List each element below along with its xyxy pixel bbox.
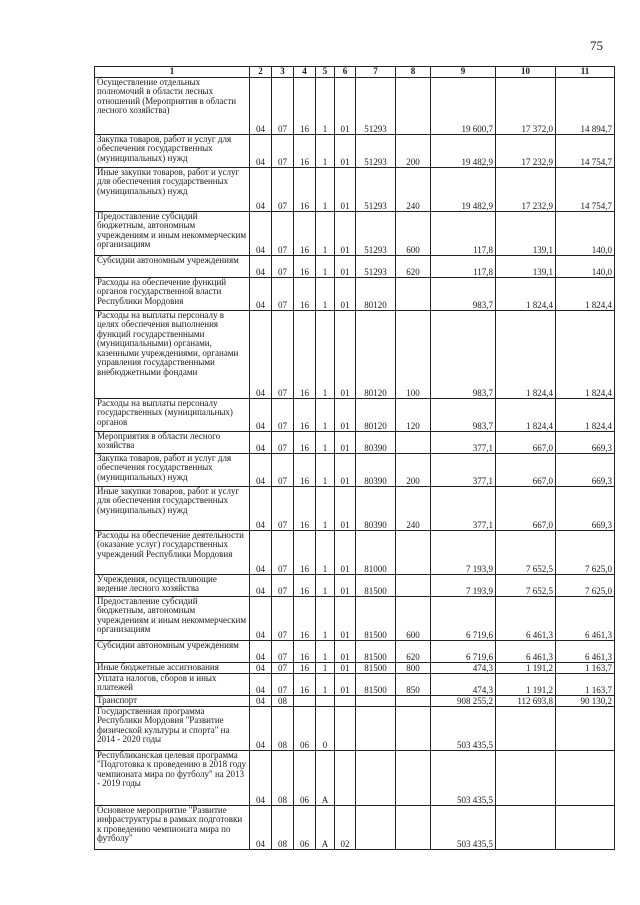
cell-col-5: 1 (316, 78, 335, 135)
table-row (95, 399, 615, 432)
cell-col-9: 983,7 (431, 311, 496, 399)
cell-col-5: 1 (316, 575, 335, 597)
cell-col-5: 1 (316, 278, 335, 311)
table-row (95, 641, 615, 663)
cell-col-10: 667,0 (496, 454, 556, 487)
cell-col-4: 16 (294, 487, 316, 531)
column-header: 3 (272, 67, 294, 78)
page-number: 75 (590, 38, 603, 53)
table-row (95, 806, 615, 850)
column-header: 4 (294, 67, 316, 78)
cell-col-11: 140,0 (556, 212, 615, 256)
cell-col-7: 81500 (356, 641, 396, 663)
cell-col-8 (396, 806, 431, 850)
cell-col-6: 01 (335, 663, 356, 674)
table-header-row (95, 67, 615, 78)
table-row (95, 278, 615, 311)
cell-col-8: 240 (396, 168, 431, 212)
cell-col-2: 04 (250, 751, 272, 806)
cell-col-3: 07 (272, 78, 294, 135)
cell-col-7: 51293 (356, 168, 396, 212)
cell-col-7 (356, 751, 396, 806)
cell-col-11: 7 625,0 (556, 531, 615, 575)
cell-col-6: 01 (335, 135, 356, 168)
cell-col-11: 1 163,7 (556, 674, 615, 696)
cell-col-6: 01 (335, 399, 356, 432)
cell-col-4: 16 (294, 531, 316, 575)
cell-col-7: 80120 (356, 311, 396, 399)
table-row (95, 696, 615, 707)
cell-col-10: 1 824,4 (496, 311, 556, 399)
cell-col-9: 117,8 (431, 256, 496, 278)
cell-col-8: 100 (396, 311, 431, 399)
column-header: 8 (396, 67, 431, 78)
budget-table (94, 66, 615, 850)
cell-col-9: 503 435,5 (431, 707, 496, 751)
cell-col-3: 07 (272, 399, 294, 432)
cell-col-3: 08 (272, 707, 294, 751)
cell-col-5: 0 (316, 707, 335, 751)
cell-col-3: 08 (272, 751, 294, 806)
cell-col-6: 01 (335, 531, 356, 575)
cell-col-6: 02 (335, 806, 356, 850)
row-name-cell: Расходы на обеспечение функций органов государственной власти Республики Мордовия (95, 278, 250, 311)
cell-col-9: 19 482,9 (431, 168, 496, 212)
cell-col-8 (396, 278, 431, 311)
cell-col-2: 04 (250, 135, 272, 168)
cell-col-2: 04 (250, 707, 272, 751)
cell-col-11: 1 824,4 (556, 278, 615, 311)
cell-col-7: 80120 (356, 399, 396, 432)
cell-col-4: 06 (294, 806, 316, 850)
column-header: 5 (316, 67, 335, 78)
cell-col-2: 04 (250, 432, 272, 454)
cell-col-5: 1 (316, 674, 335, 696)
cell-col-9: 6 719,6 (431, 641, 496, 663)
table-row (95, 78, 615, 135)
cell-col-9: 377,1 (431, 487, 496, 531)
cell-col-10: 6 461,3 (496, 597, 556, 641)
cell-col-8 (396, 575, 431, 597)
cell-col-5: 1 (316, 311, 335, 399)
cell-col-4: 06 (294, 707, 316, 751)
cell-col-4: 16 (294, 311, 316, 399)
cell-col-9: 908 255,2 (431, 696, 496, 707)
cell-col-5: 1 (316, 531, 335, 575)
cell-col-5: 1 (316, 597, 335, 641)
cell-col-6: 01 (335, 311, 356, 399)
cell-col-4: 16 (294, 663, 316, 674)
cell-col-3: 07 (272, 212, 294, 256)
cell-col-5: 1 (316, 663, 335, 674)
row-name-cell: Закупка товаров, работ и услуг для обеспечения государственных (муниципальных) нужд (95, 135, 250, 168)
cell-col-10: 17 232,9 (496, 135, 556, 168)
cell-col-11: 14 894,7 (556, 78, 615, 135)
cell-col-8 (396, 432, 431, 454)
cell-col-7: 51293 (356, 212, 396, 256)
cell-col-11: 6 461,3 (556, 597, 615, 641)
cell-col-2: 04 (250, 806, 272, 850)
cell-col-7: 81000 (356, 531, 396, 575)
cell-col-11: 1 824,4 (556, 399, 615, 432)
cell-col-9: 983,7 (431, 278, 496, 311)
cell-col-8: 800 (396, 663, 431, 674)
cell-col-3: 07 (272, 311, 294, 399)
cell-col-3: 07 (272, 432, 294, 454)
table-row (95, 531, 615, 575)
cell-col-4: 16 (294, 674, 316, 696)
cell-col-3: 07 (272, 135, 294, 168)
cell-col-10: 1 191,2 (496, 674, 556, 696)
cell-col-9: 7 193,9 (431, 575, 496, 597)
cell-col-6 (335, 696, 356, 707)
cell-col-8: 240 (396, 487, 431, 531)
cell-col-11: 14 754,7 (556, 168, 615, 212)
cell-col-9: 503 435,5 (431, 806, 496, 850)
cell-col-11 (556, 707, 615, 751)
cell-col-8: 620 (396, 256, 431, 278)
table-body (95, 78, 615, 850)
cell-col-6: 01 (335, 597, 356, 641)
cell-col-10: 1 824,4 (496, 278, 556, 311)
row-name-cell: Иные бюджетные ассигнования (95, 663, 250, 674)
table-row (95, 575, 615, 597)
cell-col-10: 667,0 (496, 432, 556, 454)
row-name-cell: Субсидии автономным учреждениям (95, 256, 250, 278)
cell-col-7 (356, 696, 396, 707)
cell-col-10: 7 652,5 (496, 575, 556, 597)
cell-col-4: 16 (294, 278, 316, 311)
cell-col-9: 503 435,5 (431, 751, 496, 806)
cell-col-5: 1 (316, 487, 335, 531)
cell-col-5: 1 (316, 256, 335, 278)
cell-col-7 (356, 707, 396, 751)
cell-col-3: 07 (272, 531, 294, 575)
cell-col-9: 377,1 (431, 454, 496, 487)
cell-col-8: 600 (396, 597, 431, 641)
cell-col-9: 474,3 (431, 674, 496, 696)
table-row (95, 487, 615, 531)
cell-col-2: 04 (250, 454, 272, 487)
cell-col-9: 117,8 (431, 212, 496, 256)
cell-col-2: 04 (250, 696, 272, 707)
column-header: 10 (496, 67, 556, 78)
cell-col-5: 1 (316, 168, 335, 212)
cell-col-8: 200 (396, 454, 431, 487)
cell-col-2: 04 (250, 311, 272, 399)
cell-col-11: 140,0 (556, 256, 615, 278)
cell-col-6: 01 (335, 278, 356, 311)
table-row (95, 674, 615, 696)
cell-col-8: 850 (396, 674, 431, 696)
cell-col-9: 7 193,9 (431, 531, 496, 575)
cell-col-7: 81500 (356, 597, 396, 641)
cell-col-7: 51293 (356, 135, 396, 168)
cell-col-11 (556, 806, 615, 850)
cell-col-2: 04 (250, 78, 272, 135)
cell-col-7: 80120 (356, 278, 396, 311)
cell-col-8: 200 (396, 135, 431, 168)
cell-col-10: 139,1 (496, 256, 556, 278)
column-header: 2 (250, 67, 272, 78)
cell-col-2: 04 (250, 597, 272, 641)
cell-col-9: 6 719,6 (431, 597, 496, 641)
cell-col-2: 04 (250, 575, 272, 597)
cell-col-4: 16 (294, 432, 316, 454)
cell-col-9: 983,7 (431, 399, 496, 432)
table-row (95, 597, 615, 641)
column-header: 6 (335, 67, 356, 78)
cell-col-10: 139,1 (496, 212, 556, 256)
table-row (95, 663, 615, 674)
row-name-cell: Уплата налогов, сборов и иных платежей (95, 674, 250, 696)
cell-col-10: 667,0 (496, 487, 556, 531)
cell-col-4 (294, 696, 316, 707)
row-name-cell: Основное мероприятие "Развитие инфраструктуры в рамках подготовки к проведению чемпионата мира по футболу" (95, 806, 250, 850)
row-name-cell: Расходы на выплаты персоналу в целях обеспечения выполнения функций государственными (муниципальными) органами, казенными учреждениями, органами управления государственными внебюджетными фондами (95, 311, 250, 399)
cell-col-10: 1 191,2 (496, 663, 556, 674)
cell-col-11: 669,3 (556, 432, 615, 454)
cell-col-3: 07 (272, 278, 294, 311)
cell-col-8: 600 (396, 212, 431, 256)
cell-col-2: 04 (250, 168, 272, 212)
column-header: 11 (556, 67, 615, 78)
cell-col-2: 04 (250, 487, 272, 531)
row-name-cell: Транспорт (95, 696, 250, 707)
cell-col-2: 04 (250, 641, 272, 663)
cell-col-3: 07 (272, 663, 294, 674)
cell-col-4: 16 (294, 256, 316, 278)
row-name-cell: Мероприятия в области лесного хозяйства (95, 432, 250, 454)
cell-col-10: 6 461,3 (496, 641, 556, 663)
column-header: 7 (356, 67, 396, 78)
cell-col-10: 7 652,5 (496, 531, 556, 575)
cell-col-6: 01 (335, 168, 356, 212)
cell-col-10: 112 693,8 (496, 696, 556, 707)
cell-col-2: 04 (250, 212, 272, 256)
cell-col-6: 01 (335, 454, 356, 487)
table-row (95, 135, 615, 168)
row-name-cell: Закупка товаров, работ и услуг для обеспечения государственных (муниципальных) нужд (95, 454, 250, 487)
cell-col-2: 04 (250, 663, 272, 674)
cell-col-4: 16 (294, 575, 316, 597)
cell-col-7: 81500 (356, 663, 396, 674)
cell-col-10 (496, 806, 556, 850)
cell-col-7: 51293 (356, 78, 396, 135)
cell-col-5: 1 (316, 641, 335, 663)
table-row (95, 751, 615, 806)
cell-col-6 (335, 707, 356, 751)
cell-col-8: 120 (396, 399, 431, 432)
cell-col-11: 669,3 (556, 454, 615, 487)
cell-col-3: 07 (272, 168, 294, 212)
cell-col-7: 81500 (356, 575, 396, 597)
cell-col-8 (396, 78, 431, 135)
cell-col-2: 04 (250, 278, 272, 311)
cell-col-11: 1 163,7 (556, 663, 615, 674)
cell-col-4: 16 (294, 597, 316, 641)
row-name-cell: Учреждения, осуществляющие ведение лесного хозяйства (95, 575, 250, 597)
cell-col-8 (396, 751, 431, 806)
cell-col-3: 08 (272, 806, 294, 850)
cell-col-10: 1 824,4 (496, 399, 556, 432)
cell-col-4: 16 (294, 168, 316, 212)
cell-col-11: 14 754,7 (556, 135, 615, 168)
cell-col-7: 80390 (356, 454, 396, 487)
cell-col-6 (335, 751, 356, 806)
table-row (95, 256, 615, 278)
cell-col-4: 16 (294, 454, 316, 487)
cell-col-3: 07 (272, 674, 294, 696)
cell-col-3: 07 (272, 487, 294, 531)
cell-col-4: 16 (294, 641, 316, 663)
cell-col-4: 16 (294, 399, 316, 432)
cell-col-9: 474,3 (431, 663, 496, 674)
row-name-cell: Расходы на выплаты персоналу государственных (муниципальных) органов (95, 399, 250, 432)
cell-col-5: 1 (316, 212, 335, 256)
cell-col-10: 17 372,0 (496, 78, 556, 135)
row-name-cell: Республиканская целевая программа "Подготовка к проведению в 2018 году чемпионата мира по футболу" на 2013 - 2019 годы (95, 751, 250, 806)
table-row (95, 707, 615, 751)
row-name-cell: Субсидии автономным учреждениям (95, 641, 250, 663)
cell-col-9: 377,1 (431, 432, 496, 454)
cell-col-7: 80390 (356, 432, 396, 454)
table-row (95, 432, 615, 454)
row-name-cell: Иные закупки товаров, работ и услуг для обеспечения государственных (муниципальных) нужд (95, 487, 250, 531)
cell-col-7 (356, 806, 396, 850)
cell-col-4: 16 (294, 135, 316, 168)
cell-col-5: 1 (316, 399, 335, 432)
cell-col-2: 04 (250, 399, 272, 432)
cell-col-7: 80390 (356, 487, 396, 531)
cell-col-8 (396, 531, 431, 575)
table-row (95, 454, 615, 487)
cell-col-3: 07 (272, 256, 294, 278)
cell-col-3: 08 (272, 696, 294, 707)
cell-col-10 (496, 707, 556, 751)
row-name-cell: Осуществление отдельных полномочий в области лесных отношений (Мероприятия в области лесного хозяйства) (95, 78, 250, 135)
cell-col-8 (396, 696, 431, 707)
cell-col-4: 06 (294, 751, 316, 806)
cell-col-6: 01 (335, 641, 356, 663)
cell-col-2: 04 (250, 531, 272, 575)
cell-col-3: 07 (272, 597, 294, 641)
cell-col-2: 04 (250, 256, 272, 278)
cell-col-7: 51293 (356, 256, 396, 278)
cell-col-11: 90 130,2 (556, 696, 615, 707)
cell-col-11 (556, 751, 615, 806)
cell-col-8 (396, 707, 431, 751)
cell-col-3: 07 (272, 575, 294, 597)
cell-col-6: 01 (335, 78, 356, 135)
cell-col-4: 16 (294, 212, 316, 256)
cell-col-5: 1 (316, 454, 335, 487)
table-row (95, 311, 615, 399)
cell-col-11: 669,3 (556, 487, 615, 531)
cell-col-6: 01 (335, 432, 356, 454)
cell-col-6: 01 (335, 575, 356, 597)
cell-col-5 (316, 696, 335, 707)
cell-col-11: 7 625,0 (556, 575, 615, 597)
cell-col-5: А (316, 751, 335, 806)
cell-col-3: 07 (272, 641, 294, 663)
cell-col-2: 04 (250, 674, 272, 696)
table-row (95, 212, 615, 256)
row-name-cell: Государственная программа Республики Мордовия "Развитие физической культуры и спорта" на 2014 - 2020 годы (95, 707, 250, 751)
cell-col-5: 1 (316, 432, 335, 454)
cell-col-11: 1 824,4 (556, 311, 615, 399)
cell-col-11: 6 461,3 (556, 641, 615, 663)
cell-col-6: 01 (335, 674, 356, 696)
row-name-cell: Иные закупки товаров, работ и услуг для обеспечения государственных (муниципальных) нужд (95, 168, 250, 212)
cell-col-9: 19 600,7 (431, 78, 496, 135)
cell-col-6: 01 (335, 256, 356, 278)
cell-col-10: 17 232,9 (496, 168, 556, 212)
cell-col-6: 01 (335, 487, 356, 531)
cell-col-8: 620 (396, 641, 431, 663)
column-header: 9 (431, 67, 496, 78)
column-header: 1 (95, 67, 250, 78)
cell-col-4: 16 (294, 78, 316, 135)
cell-col-9: 19 482,9 (431, 135, 496, 168)
cell-col-7: 81500 (356, 674, 396, 696)
cell-col-5: А (316, 806, 335, 850)
table-row (95, 168, 615, 212)
cell-col-6: 01 (335, 212, 356, 256)
row-name-cell: Предоставление субсидий бюджетным, автономным учреждениям и иным некоммерческим организациям (95, 212, 250, 256)
cell-col-10 (496, 751, 556, 806)
cell-col-3: 07 (272, 454, 294, 487)
cell-col-5: 1 (316, 135, 335, 168)
row-name-cell: Предоставление субсидий бюджетным, автономным учреждениям и иным некоммерческим организациям (95, 597, 250, 641)
row-name-cell: Расходы на обеспечение деятельности (оказание услуг) государственных учреждений Республики Мордовия (95, 531, 250, 575)
